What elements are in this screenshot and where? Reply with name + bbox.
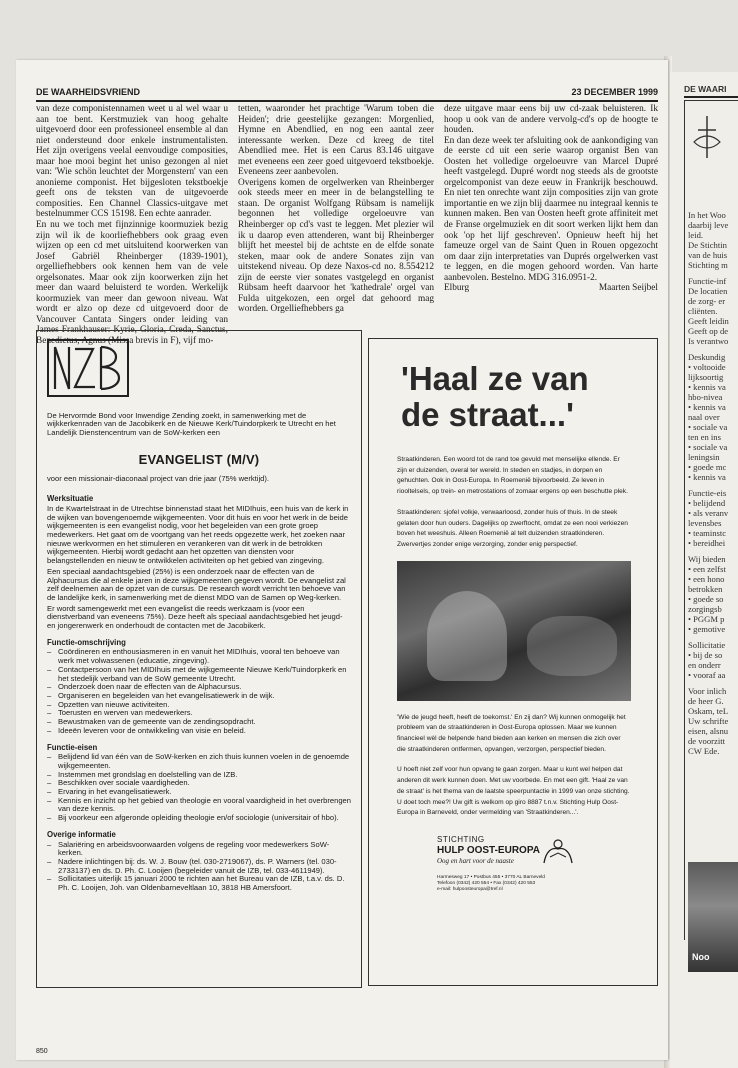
- next-page-line: leid.: [688, 230, 704, 240]
- list-item: – Sollicitaties uiterlijk 15 januari 2000 te richten aan het Bureau van de IZB, t.a.v. ds. D. Ph. C. Looijen, Joh. van Oldenbarneveltlaan 10, 3818 HB Amersfoort.: [47, 875, 351, 892]
- next-page-line: betrokken: [688, 584, 723, 594]
- list-item: – Toerusten en werven van medewerkers.: [47, 709, 351, 718]
- next-page-line: Deskundig: [688, 352, 726, 362]
- next-page-line: Oskam, teL: [688, 706, 729, 716]
- section-heading-functie-eisen: Functie-eisen: [47, 742, 98, 752]
- list-item: – Ervaring in het evangelisatiewerk.: [47, 788, 351, 797]
- next-page-photo-caption: Noo: [692, 952, 710, 962]
- next-page-line: leningsin: [688, 452, 720, 462]
- functie-omschrijving-list: [47, 648, 351, 735]
- next-page-line: CW Ede.: [688, 746, 720, 756]
- ad-paragraph: In de Kwartelstraat in de Utrechtse binnenstad staat het MIDIhuis, een huis van de kerk in de wijken van bovengenoemde wijkgemeenten. Voor dit huis en voor het werk in de beide wijkgemeenten is een evangelist nodig, voor het begeleiden van een grote groep medewerkers. Het gaat om de voortgang van het reeds opgezette werk, het zoeken naar nieuwe werkvormen en het stimuleren en verankeren van dit werk in de betrokken wijkgemeenten. Hierbij wordt gedacht aan het opzetten van diensten voor belangstellenden en nieuw te ontwikkelen activiteiten op het gebied van zingeving.: [47, 503, 349, 566]
- next-page-line: • sociale va: [688, 422, 728, 432]
- izb-logo: [47, 339, 129, 397]
- article-paragraph: En dan deze week ter afsluiting ook de aankondiging van de eerste cd uit een serie waarop organist Ben van Oosten het volledige orgeloeuvre van Marcel Dupré heeft vastgelegd. Dupré wordt nog steeds als de grootste orgelcomponist van deze eeuw in Frankrijk beschouwd. En niet ten onrechte want zijn composities zijn van grote importantie en we zijn blij daarmee nu integraal kennis te kunnen maken. Ben van Oosten heeft grote affiniteit met de Franse orgelmuziek en dit soort werken lijkt hem dan ook 'op het lijf geschreven'. Opnieuw heeft hij het fameuze orgel van de Saint Quen in Rouen opgezocht om daar zijn interpretaties van Duprés orgelwerken vast te leggen, en die mogen gehoord worden. Van harte aanbevolen. Bestelno. MDG 316.0951-2.: [444, 135, 658, 283]
- next-page-line: • sociale va: [688, 442, 728, 452]
- ad-paragraph: Er wordt samengewerkt met een evangelist die reeds werkzaam is (voor een dienstverband van eveneens 75%). Deze heeft als speciaal aandachtsgebied het jeugd- en jongerenwerk en onderhoudt de contacten met de Jacobikerk.: [47, 603, 343, 631]
- next-page-line: hbo-nivea: [688, 392, 723, 402]
- list-item: – Opzetten van nieuwe activiteiten.: [47, 701, 351, 710]
- next-page-line: Functie-inf: [688, 276, 727, 286]
- list-item: – Kennis en inzicht op het gebied van theologie en vooral vaardigheid in het overbrengen van deze kennis.: [47, 797, 351, 814]
- org-slogan: Oog en hart voor de naaste: [437, 857, 514, 866]
- article-paragraph: tetten, waaronder het prachtige 'Warum toben die Heiden'; drie geestelijke gezangen: Morgenlied, Hymne en Abendlied, en nog een aantal zeer interessante werken. Deze cd kreeg de titel Abendlied mee. Het is een Carus 83.146 uitgave met eveneens een zeer goed uitgevoerd tekstboekje. Eveneens zeer aanbevolen.: [238, 104, 434, 178]
- job-subtitle: voor een missionair-diaconaal project van drie jaar (75% werktijd).: [47, 473, 270, 483]
- next-page-line: van de huis: [688, 250, 728, 260]
- next-page-line: naal over: [688, 412, 720, 422]
- next-page-line: Sollicitatie: [688, 640, 726, 650]
- stichting-label: STICHTING: [437, 834, 485, 844]
- next-page-line: • kennis va: [688, 382, 726, 392]
- next-page-sliver: [670, 72, 738, 1068]
- header-rule: [36, 100, 658, 102]
- ad-intro: De Hervormde Bond voor Inwendige Zending zoekt, in samenwerking met de wijkkerkenraden van de Jacobikerk en de Nieuwe Kerk/Tuindorpkerk te Utrecht en het Landelijk Dienstencentrum van de SoW-kerken een: [47, 410, 336, 438]
- ad-paragraph: Een speciaal aandachtsgebied (25%) is een onderzoek naar de effecten van de Alphacursus die al enkele jaren in deze wijkgemeenten gegeven wordt. De evangelist zal zelf deelnemen aan de opzet van de cursus. De research wordt verricht ten behoeve van de landelijke kerk, in samenwerking met de dienst MDO van de Samen op Weg-kerken.: [47, 566, 346, 602]
- list-item: – Beschikken over sociale vaardigheden.: [47, 779, 351, 788]
- next-page-line: zorgingsb: [688, 604, 722, 614]
- section-heading-functie-omschrijving: Functie-omschrijving: [47, 637, 126, 647]
- next-page-line: • teaminstc: [688, 528, 727, 538]
- publication-name: DE WAARHEIDSVRIEND: [36, 87, 141, 97]
- next-page-line: Geeft leidin: [688, 316, 729, 326]
- ad-paragraph: 'Wie de jeugd heeft, heeft de toekomst.' En zij dan? Wij kunnen onmogelijk het probleem van de straatkinderen in Oost-Europa oplossen. Maar we kunnen financieel wèl de helpende hand bieden aan kerken en mensen die zich over die straatkinderen ontfermen, opvangen, verzorgen, perspectief bieden.: [397, 713, 626, 753]
- ad-paragraph: Straatkinderen: sjofel volkje, verwaarloosd, zonder huis of thuis. In de steek gelaten door hun ouders. Dagelijks op zwerftocht, omdat ze een nooi verkiezen boven het weeshuis. Alleen Roemenië al telt duizenden straatkinderen. Zwervertjes zonder enige verzorging, zonder enig perspectief.: [397, 508, 628, 548]
- next-page-line: De Stichtin: [688, 240, 727, 250]
- list-item: – Nadere inlichtingen bij: ds. W. J. Bouw (tel. 030-2719067), ds. P. Warners (tel. 030-2733137) en ds. D. Ph. C. Looijen (begeleider vanuit de IZB, tel. 033-4611949).: [47, 858, 351, 875]
- next-page-line: • belijdend: [688, 498, 726, 508]
- postal-address: Harmesweg 17 • Postbus 455 • 3770 AL Barneveld: [437, 875, 545, 881]
- next-page-line: • bij de so: [688, 650, 723, 660]
- next-page-line: • gemotive: [688, 624, 726, 634]
- list-item: – Belijdend lid van één van de SoW-kerken en zich thuis kunnen voelen in de genoemde wijkgemeenten.: [47, 753, 351, 770]
- next-page-line: levensbes: [688, 518, 722, 528]
- next-page-line: daarbij leve: [688, 220, 729, 230]
- next-page-line: lijksoortig: [688, 372, 724, 382]
- next-page-line: • een hono: [688, 574, 725, 584]
- next-page-line: • bereidhei: [688, 538, 726, 548]
- list-item: – Bewustmaken van de gemeente van de zendingsopdracht.: [47, 718, 351, 727]
- organization-block: [437, 835, 631, 867]
- hands-logo-icon: [540, 837, 576, 867]
- next-page-line: • voltooide: [688, 362, 726, 372]
- phone-fax: Telefoon (0342) 420 554 • Fax (0342) 420 553: [437, 881, 536, 887]
- next-page-line: • vooraf aa: [688, 670, 726, 680]
- functie-eisen-list: [47, 753, 351, 823]
- list-item: – Organiseren en begeleiden van het evangelisatiewerk in de wijk.: [47, 692, 351, 701]
- organization-name: [437, 835, 540, 867]
- next-page-line: ten en ins: [688, 432, 721, 442]
- section-heading-werksituatie: Werksituatie: [47, 494, 94, 504]
- issue-date: 23 DECEMBER 1999: [571, 87, 658, 97]
- article-paragraph: van deze componistennamen weet u al wel waar u aan toe bent. Kerstmuziek van hoog gehalte uitgevoerd door een professioneel ensemble al dan niet ondersteund door enkele instrumentalisten. Het zijn overigens veelal eenvoudige composities, maar hoe mooi begint het uniso gezongen al niet van: 'Wie schön leuchtet der Morgenstern' van een anonieme componist. Het bijgesloten tekstboekje geeft ons de teksten van de uitgevoerde composities. Een Channel Classics-uitgave met bestelnummer CCS 15198. Een echte aanrader.: [36, 104, 228, 220]
- next-page-text: [688, 210, 738, 756]
- next-page-line: Geeft op de: [688, 326, 729, 336]
- list-item: – Salariëring en arbeidsvoorwaarden volgens de regeling voor medewerkers SoW-kerken.: [47, 841, 351, 858]
- next-page-line: • als veranv: [688, 508, 729, 518]
- straatkinderen-ad: [368, 338, 658, 986]
- next-page-line: Uw schrifte: [688, 716, 729, 726]
- next-page-line: • PGGM p: [688, 614, 725, 624]
- next-page-line: Wij bieden: [688, 554, 726, 564]
- next-page-line: Voor inlich: [688, 686, 727, 696]
- org-address: [437, 875, 631, 894]
- newspaper-page: [16, 60, 668, 1060]
- email-address: e-mail: hulpoosteuropa@tref.nl: [437, 887, 503, 893]
- next-page-line: • goede mc: [688, 462, 727, 472]
- ad-headline: 'Haal ze van de straat...': [401, 360, 589, 433]
- next-page-line: de voorzitt: [688, 736, 725, 746]
- next-page-line: Stichting m: [688, 260, 728, 270]
- next-page-line: • kennis va: [688, 402, 726, 412]
- overige-list: [47, 841, 351, 893]
- list-item: – Onderzoek doen naar de effecten van de Alphacursus.: [47, 683, 351, 692]
- next-page-line: In het Woo: [688, 210, 726, 220]
- next-page-line: Functie-eis: [688, 488, 727, 498]
- fish-cross-logo-icon: [692, 112, 722, 162]
- author: Maarten Seijbel: [598, 283, 658, 294]
- next-page-line: de heer G.: [688, 696, 724, 706]
- evangelist-job-ad: [36, 330, 362, 988]
- org-name: HULP OOST-EUROPA: [437, 844, 540, 856]
- article-paragraph: deze uitgave maar eens bij uw cd-zaak beluisteren. Ik hoop u ook van de andere vervolg-cd's op de hoogte te houden.: [444, 104, 658, 136]
- article-paragraph: En nu we toch met fijnzinnige koormuziek bezig zijn wil ik de koorliefhebbers ook graag even wijzen op een cd met uitsluitend koorwerken van Josef Gabriël Rheinberger (1839-1901), orgelliefhebbers ook kennen hem van de vele orgelsonates. Maar ook zijn koorwerken zijn het meer dan waard beluisterd te worden. Werkelijk koormuziek van meer dan gewoon niveau. Wat wordt er alzo op deze cd uitgevoerd door de Vancouver Cantata Singers onder leiding van James Frankhauser: Kyrie, Gloria, Creda, Sanctus, Benedictus, Agnus (Missa brevis in F), vijf mo-: [36, 220, 228, 347]
- next-page-header: DE WAARI: [684, 84, 727, 94]
- job-title: EVANGELIST (M/V): [138, 451, 260, 467]
- next-page-line: en onderr: [688, 660, 721, 670]
- next-page-line: cliënten.: [688, 306, 718, 316]
- list-item: – Coördineren en enthousiasmeren in en vanuit het MIDIhuis, vooral ten behoeve van werk met volwassenen (educatie, zingeving).: [47, 648, 351, 665]
- next-page-line: • goede so: [688, 594, 724, 604]
- next-page-line: De locatien: [688, 286, 728, 296]
- page-number: 850: [36, 1048, 48, 1055]
- next-page-line: • een zelfst: [688, 564, 726, 574]
- section-heading-overige: Overige informatie: [47, 829, 116, 839]
- ad-paragraph: Straatkinderen. Een woord tot de rand toe gevuld met menselijke ellende. Er zijn er duizenden, overal ter wereld. In steden en stadjes, in dorpen en gehuchten. Ook in Oost-Europa. In Roemenië bijvoorbeeld. Ze leven in riooltelsels, op trein- en metrostations of zomaar ergens op een beschutte plek.: [397, 456, 628, 496]
- list-item: – Contactpersoon van het MIDIhuis met de wijkgemeente Nieuwe Kerk/Tuindorpkerk en het stedelijk verband van de SoW gemeente Utrecht.: [47, 666, 351, 683]
- next-page-line: eisen, alsnu: [688, 726, 729, 736]
- next-page-line: Is verantwo: [688, 336, 729, 346]
- street-children-photo: [397, 561, 631, 701]
- next-header-rule: [684, 96, 738, 98]
- list-item: – Ideeën leveren voor de ontwikkeling van visie en beleid.: [47, 727, 351, 736]
- next-page-line: • kennis va: [688, 472, 726, 482]
- place: Elburg: [444, 283, 470, 294]
- article-paragraph: Overigens komen de orgelwerken van Rheinberger ook steeds meer en meer in de belangstelling te staan. De organist Wolfgang Rübsam is namelijk begonnen het volledige orgeloeuvre van Rheinberger op cd's vast te leggen. Met plezier wil ik u daarop even attenderen, want bij Rheinberger blijft het meestel bij de achtste en de elfde sonate steken, maar ook de andere Sonates zijn van uitstekend niveau. Op deze Naxos-cd no. 8.554212 zijn de eerste vier sonates vastgelegd en organist Rübsam heeft daarvoor het 'kathedrale' orgel van Fulda uitgekozen, een orgel dat gehoord mag worden. Orgelliefhebbers ga: [238, 177, 434, 315]
- next-page-line: de zorg- er: [688, 296, 726, 306]
- list-item: – Instemmen met grondslag en doelstelling van de IZB.: [47, 771, 351, 780]
- signature-line: [444, 283, 658, 294]
- ad-paragraph: U hoeft niet zelf voor hun opvang te gaan zorgen. Maar u kunt wel helpen dat anderen dit werk kunnen doen. Met uw voorbede. En met een gift. 'Haal ze van de straat' is het thema van de laatste speerpuntactie in 1999 van onze stichting. U doet toch mee?! Uw gift is welkom op giro 8887 t.n.v. Stichting Hulp Oost-Europa in Barneveld, onder vermelding van 'Straatkinderen...'.: [397, 766, 630, 817]
- running-header: [36, 86, 658, 98]
- list-item: – Bij voorkeur een afgeronde opleiding theologie en/of sociologie (universitair of hbo).: [47, 814, 351, 823]
